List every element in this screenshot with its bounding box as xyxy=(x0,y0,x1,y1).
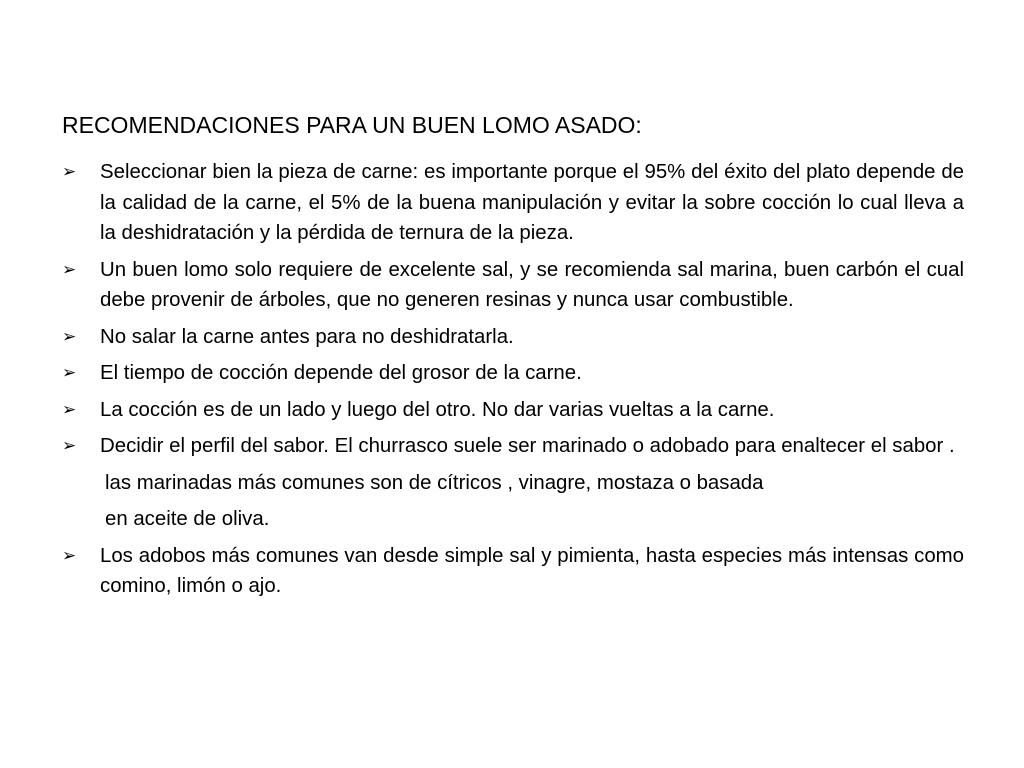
list-item xyxy=(62,541,964,602)
bullet-list xyxy=(62,157,964,608)
arrow-bullet-icon: ➢ xyxy=(62,399,77,420)
arrow-bullet-icon: ➢ xyxy=(62,436,77,456)
continuation-line: en aceite de oliva. xyxy=(105,508,270,530)
list-item xyxy=(62,157,964,249)
slide-title: RECOMENDACIONES PARA UN BUEN LOMO ASADO: xyxy=(62,112,642,138)
list-item-text: Seleccionar bien la pieza de carne: es importante porque el 95% del éxito del plato depende de la calidad de la carne, el 5% de la buena manipulación y evitar la sobre cocción lo cual lleva a la deshidratación y la pérdida de ternura de la pieza. xyxy=(100,161,964,244)
arrow-bullet-icon: ➢ xyxy=(62,162,77,182)
arrow-bullet-icon: ➢ xyxy=(62,259,77,280)
list-item-text: Los adobos más comunes van desde simple sal y pimienta, hasta especies más intensas como comino, limón o ajo. xyxy=(100,544,964,597)
list-item-text: La cocción es de un lado y luego del otro. No dar varias vueltas a la carne. xyxy=(100,398,775,421)
continuation-line: las marinadas más comunes son de cítricos , vinagre, mostaza o basada xyxy=(105,471,764,494)
list-item xyxy=(62,395,964,426)
list-item-text: Un buen lomo solo requiere de excelente sal, y se recomienda sal marina, buen carbón el cual debe provenir de árboles, que no generen resinas y nunca usar combustible. xyxy=(100,258,964,311)
arrow-bullet-icon: ➢ xyxy=(62,363,77,383)
list-item-text: No salar la carne antes para no deshidratarla. xyxy=(100,325,514,348)
arrow-bullet-icon: ➢ xyxy=(62,545,77,566)
list-item-text: El tiempo de cocción depende del grosor de la carne. xyxy=(100,362,582,384)
list-item xyxy=(62,322,964,353)
list-item-text: Decidir el perfil del sabor. El churrasco suele ser marinado o adobado para enaltecer el sabor . xyxy=(100,435,955,457)
list-item xyxy=(62,358,964,389)
list-item xyxy=(62,431,964,462)
list-item xyxy=(62,255,964,316)
arrow-bullet-icon: ➢ xyxy=(62,326,77,347)
